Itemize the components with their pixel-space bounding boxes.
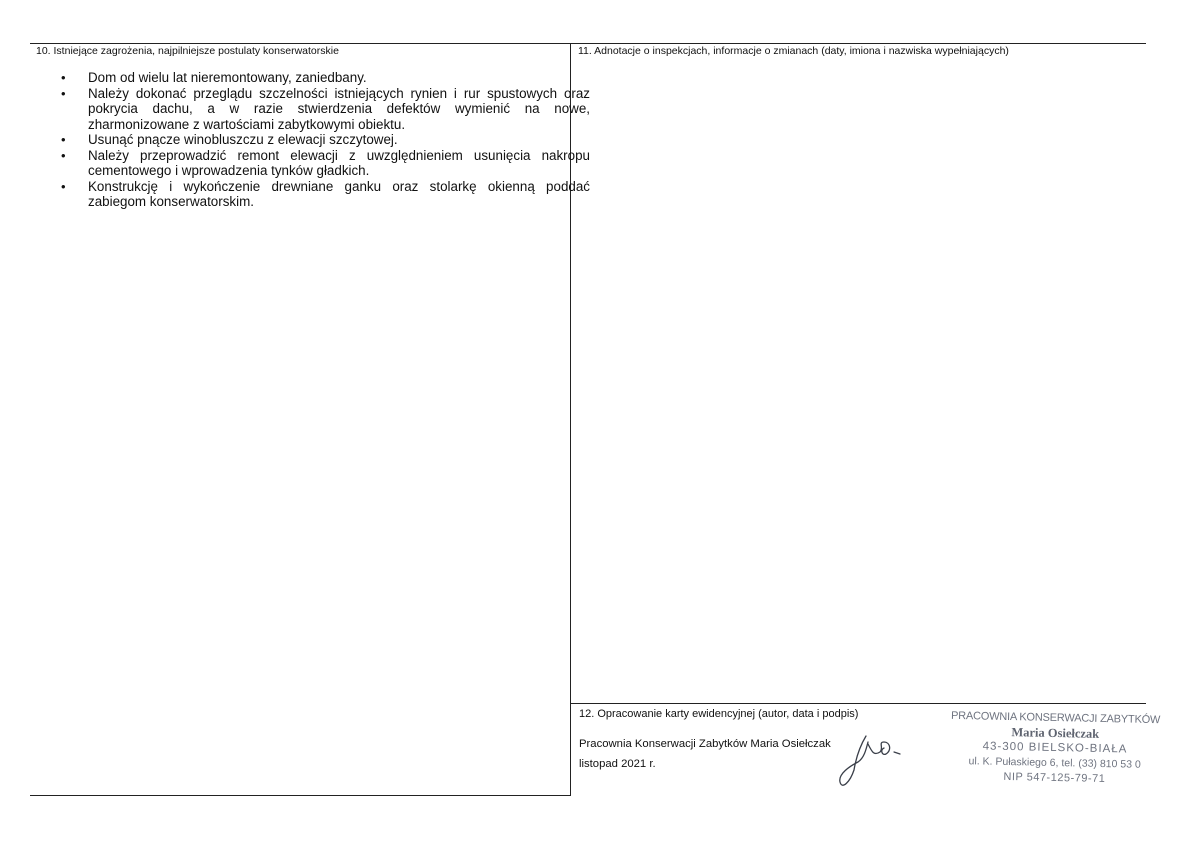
stamp-line: PRACOWNIA KONSERWACJI ZABYTKÓW [950, 709, 1161, 727]
top-rule [30, 43, 1146, 44]
author-name: Pracownia Konserwacji Zabytków Maria Osiełczak [579, 738, 831, 750]
postulates-list [60, 70, 590, 210]
list-item: • Należy przeprowadzić remont elewacji z uwzględnieniem usunięcia nakropu cementowego i wprowadzenia tynków gładkich. [88, 148, 590, 179]
signature [828, 722, 918, 794]
section10-title: 10. Istniejące zagrożenia, najpilniejsze postulaty konserwatorskie [36, 45, 339, 57]
stamp-line: ul. K. Pułaskiego 6, tel. (33) 810 53 0 [968, 755, 1141, 771]
list-item: • Dom od wielu lat nieremontowany, zaniedbany. [88, 70, 590, 86]
section12-rule [570, 703, 1146, 704]
stamp-line: 43-300 BIELSKO-BIAŁA [982, 740, 1128, 756]
left-bottom-rule [30, 795, 571, 796]
list-item: • Należy dokonać przeglądu szczelności istniejących rynien i rur spustowych oraz pokrycia dachu, a w razie stwierdzenia defektów wymienić na nowe, zharmonizowane z wartościami zabytkowymi obiektu. [88, 86, 590, 133]
card-date: listopad 2021 r. [579, 758, 656, 770]
list-item: • Konstrukcję i wykończenie drewniane ganku oraz stolarkę okienną poddać zabiegom konserwatorskim. [88, 179, 590, 210]
stamp-line: Maria Osiełczak [1011, 725, 1100, 741]
list-item: • Usunąć pnącze winobluszczu z elewacji szczytowej. [88, 132, 590, 148]
stamp-line: NIP 547-125-79-71 [1003, 770, 1106, 786]
section11-title: 11. Adnotacje o inspekcjach, informacje o zmianach (daty, imiona i nazwiska wypełniających) [578, 45, 1009, 57]
institution-stamp [944, 709, 1166, 789]
section12-title: 12. Opracowanie karty ewidencyjnej (autor, data i podpis) [579, 708, 859, 720]
